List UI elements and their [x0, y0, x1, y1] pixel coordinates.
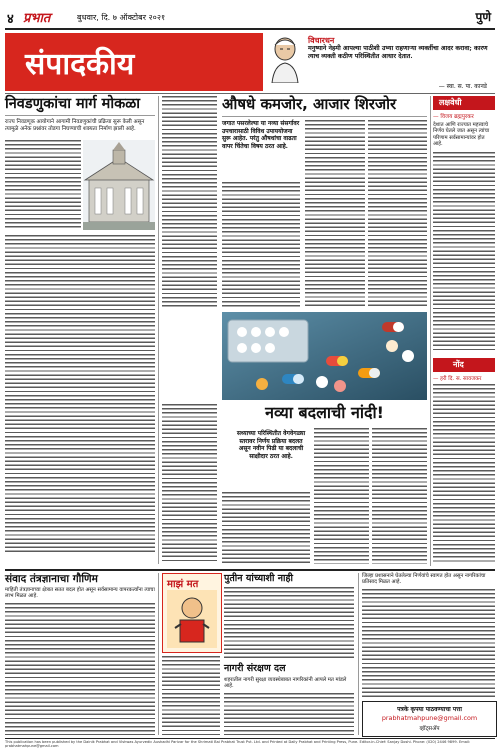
change-body-b	[222, 492, 310, 564]
header-rule	[5, 28, 495, 30]
bottom-right-body	[362, 589, 495, 697]
bottom-right-lead: जिल्हा प्रशासनाने घेतलेल्या निर्णयांचे स्वागत होत असून नागरिकांचा प्रतिसाद मिळत आहे.	[362, 573, 486, 586]
masthead-rule	[5, 93, 495, 94]
side-label-box	[433, 96, 495, 110]
side-note-text	[433, 384, 495, 564]
main-body-text-lower	[5, 235, 155, 553]
quote-box	[268, 33, 495, 91]
contact-label: पत्रके कृपया पाठवण्याचा पत्ता	[397, 706, 462, 713]
contact-box	[362, 701, 497, 737]
bottom-left-lead: माहिती तंत्रज्ञानाच्या क्षेत्रात सतत बदल होत असून सर्वसामान्य वापरकर्त्यांना त्याचा लाभ मिळत आहे.	[5, 587, 155, 600]
cartoon-side-text	[162, 656, 220, 735]
side-body-lead: देशात आणि राज्यात महत्त्वाचे निर्णय घेतले जात असून त्यांचा परिणाम सर्वसामान्यांवर होत आहे.	[433, 122, 490, 148]
bottom-mid-body-b	[224, 693, 354, 735]
change-headline: नव्या बदलाची नांदी!	[265, 403, 384, 422]
side-note-byline: — हरी दि. स. सावजकर	[433, 376, 482, 382]
side-label: लक्षवेधी	[439, 98, 462, 107]
side-note-box	[433, 358, 495, 372]
medicine-pullquote: जगात पसरलेल्या या नव्या संसर्गावर उपचारासाठी विविध उपाययोजना सुरू आहेत. परंतु औषधांचा वाढता वापर चिंतेचा विषय ठरत आहे.	[222, 120, 300, 150]
masthead-title: संपादकीय	[25, 47, 135, 82]
main-body-lead: राज्य निवडणूक आयोगाने आगामी निवडणुकांची प्रक्रिया सुरू केली असून त्यामुळे अनेक प्रश्नांवर तोडगा निघण्याची शक्यता निर्माण झाली आहे.	[5, 119, 145, 132]
bottom-right-story	[362, 573, 495, 735]
whatsapp-label: व्हॉट्सॲप	[419, 726, 440, 732]
bottom-mid-headline: पुतीन यांच्याशी नाही	[224, 573, 294, 584]
side-byline: — विजय ब्रह्मपुरकर	[433, 114, 474, 120]
header-bar	[5, 8, 495, 28]
city-name: पुणे	[475, 10, 491, 24]
brand-logo: प्रभात	[23, 11, 51, 26]
quote-author: — स्वा. स. पा. कानडे	[438, 83, 487, 90]
medicine-headline: औषधे कमजोर, आजार शिरजोर	[222, 95, 397, 113]
footer-imprint: This publication has been published by the Dainik Prabhat and Vishwas Ayurvedic Aushadhi Parivar for the Shrimati Bai Prabhat Trust Pvt. Ltd. and Printed at Daily Prabhat and Printing Press, Pune. Editor-in-Chief: Sanjay Doshi. Phone: (020) 2446 9899. Email: prabhatmahpune@gmail.com	[5, 740, 471, 749]
main-editorial	[5, 96, 155, 566]
footer-rule	[5, 738, 495, 739]
bottom-mid-subheadline: नागरी संरक्षण दल	[224, 663, 286, 674]
bottom-mid-story	[224, 573, 354, 735]
opinion-cartoon	[162, 573, 222, 653]
change-body-c	[314, 428, 369, 564]
cartoon-label: माझं मत	[167, 579, 199, 590]
medicine-body-b	[305, 120, 365, 308]
main-body-text	[5, 140, 81, 230]
right-column-divider	[430, 96, 431, 566]
editorial-masthead	[5, 33, 263, 91]
side-note-label: नोंद	[453, 360, 464, 369]
date-line: बुधवार, दि. ७ ऑक्टोबर २०२१	[77, 13, 166, 22]
quote-text: मनुष्याने नेहमी आपल्या पाठीशी उभ्या राहणाऱ्या व्यक्तींचा आदर करावा; कारण त्याच व्यक्ती कठीण परिस्थितीत आधार देतात.	[308, 45, 488, 60]
medicine-intro-column	[162, 96, 217, 308]
change-body-a	[162, 404, 217, 564]
medicine-photo	[222, 312, 427, 400]
medicine-body-a	[222, 182, 300, 308]
medicine-story	[162, 96, 427, 308]
main-headline-rule	[5, 115, 155, 116]
side-column	[433, 96, 495, 566]
medicine-headline-rule	[222, 116, 427, 117]
page-number: ४	[7, 12, 14, 27]
quote-label: विचारधन	[308, 36, 335, 45]
side-body-text	[433, 152, 495, 352]
bottom-mid-lead: शहरातील नागरी सुरक्षा व्यवस्थेबाबत नागरिकांनी आपले मत मांडले आहे.	[224, 677, 347, 690]
portrait-illustration	[268, 35, 302, 83]
column-divider	[158, 96, 159, 564]
bottom-left-headline: संवाद तंत्रज्ञानाचा गौणिम	[5, 573, 98, 585]
main-headline: निवडणुकांचा मार्ग मोकळा	[5, 96, 140, 112]
bottom-divider-a	[158, 573, 159, 735]
bottom-divider-b	[358, 573, 359, 735]
change-pullquote: सध्याच्या परिस्थितीत वेगवेगळ्या स्तरावर निर्णय प्रक्रिया बदलत असून नवीन पिढी या बदलाची साक्षीदार ठरत आहे.	[236, 430, 306, 460]
contact-email[interactable]: prabhatmahpune@gmail.com	[381, 714, 478, 722]
change-story	[162, 404, 427, 566]
change-body-d	[372, 428, 427, 564]
building-photo	[83, 140, 155, 230]
bottom-mid-body-a	[224, 587, 354, 659]
bottom-left-story	[5, 573, 155, 735]
bottom-section-rule	[5, 569, 495, 571]
bottom-left-body	[5, 603, 155, 735]
medicine-body-c	[368, 120, 427, 308]
